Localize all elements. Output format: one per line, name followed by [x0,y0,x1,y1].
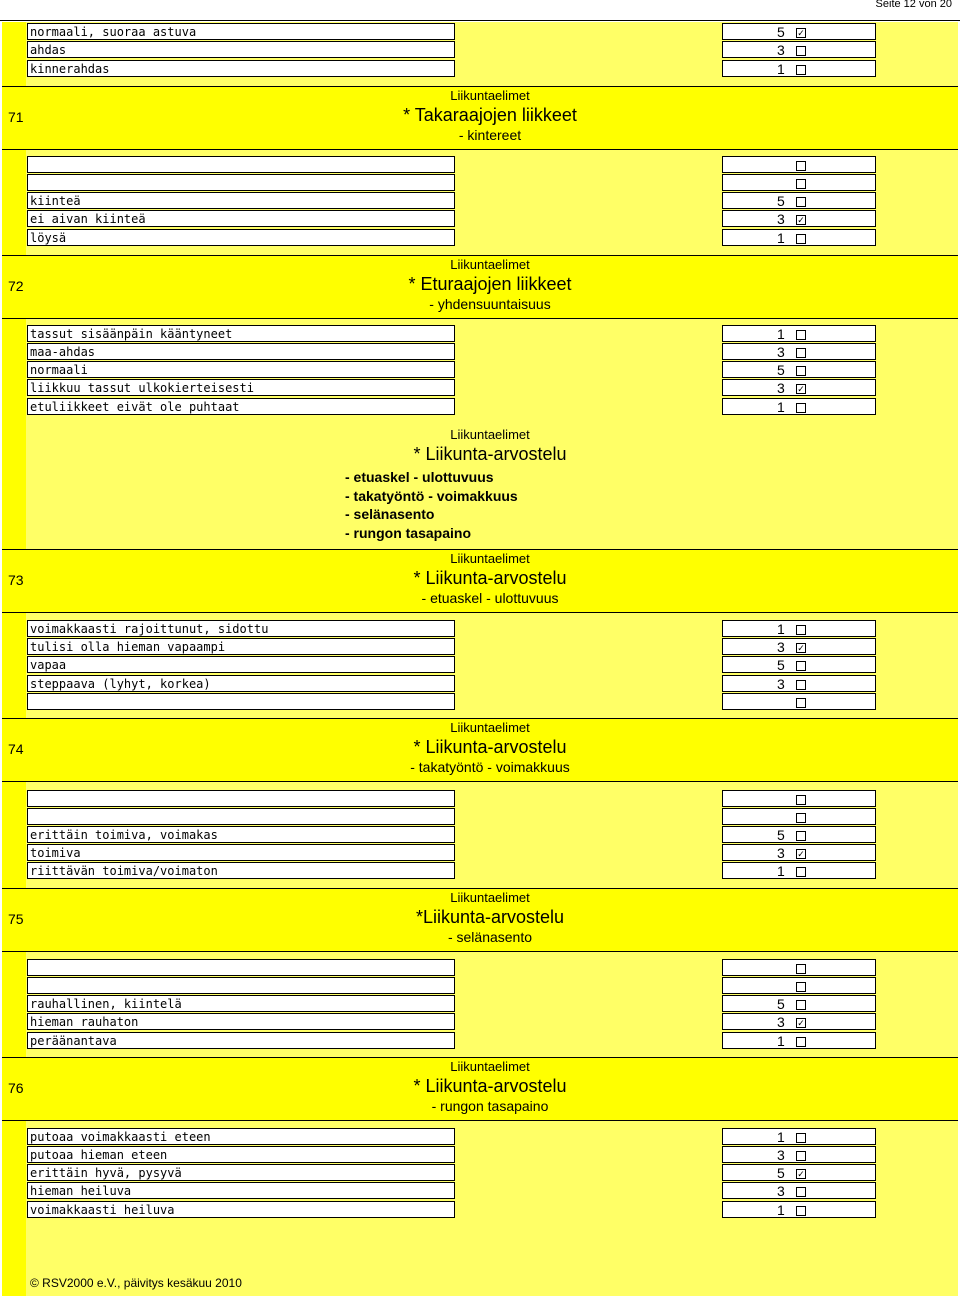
row-label: tassut sisäänpäin kääntyneet [27,325,455,342]
score-checkbox[interactable] [796,1206,806,1216]
score-value: 1 [777,1202,785,1218]
score-checkbox[interactable] [796,982,806,992]
row-score-cell [722,1146,876,1163]
row-score-cell [722,790,876,807]
score-value: 1 [777,230,785,246]
score-checkbox[interactable] [796,661,806,671]
score-checkbox[interactable]: ✓ [797,643,805,653]
section-subtitle: - selänasento [447,929,533,945]
row-label: etuliikkeet eivät ole puhtaat [27,398,455,415]
score-value: 5 [777,362,785,378]
score-value: 1 [777,326,785,342]
section-subtitle: - kintereet [458,127,522,143]
row-score-cell [722,844,876,861]
score-checkbox[interactable]: ✓ [797,1169,805,1179]
row-label: toimiva [27,844,455,861]
row-label [27,693,455,710]
row-label: kinnerahdas [27,60,455,77]
score-value: 3 [777,1014,785,1030]
row-label: peräänantava [27,1032,455,1049]
score-value: 3 [777,211,785,227]
section-title: *Liikunta-arvostelu [415,907,565,927]
row-label: voimakkaasti heiluva [27,1201,455,1218]
row-label: ahdas [27,41,455,58]
row-label: hieman rauhaton [27,1013,455,1030]
row-score-cell [722,1201,876,1218]
row-score-cell [722,693,876,710]
row-score-cell [722,977,876,994]
row-label [27,156,455,173]
category-label: Liikuntaelimet [450,427,530,442]
score-checkbox[interactable] [796,1037,806,1047]
score-checkbox[interactable] [796,348,806,358]
score-checkbox[interactable] [796,698,806,708]
overview-subitem: - takatyöntö - voimakkuus [345,487,518,504]
row-score-cell [722,23,876,40]
section-heading-71 [300,88,680,144]
row-label [27,790,455,807]
section-number: 71 [8,109,24,125]
row-score-cell [722,1013,876,1030]
section-number: 72 [8,278,24,294]
row-label [27,174,455,191]
category-label: Liikuntaelimet [450,890,530,905]
row-score-cell [722,1032,876,1049]
score-value: 3 [777,380,785,396]
score-value: 5 [777,1165,785,1181]
row-label: maa-ahdas [27,343,455,360]
score-value: 3 [777,639,785,655]
score-value: 1 [777,621,785,637]
row-score-cell [722,959,876,976]
row-score-cell [722,620,876,637]
score-checkbox[interactable] [796,1187,806,1197]
section-title: * Liikunta-arvostelu [413,737,567,757]
score-checkbox[interactable] [796,403,806,413]
section-number: 74 [8,741,24,757]
category-label: Liikuntaelimet [450,720,530,735]
score-checkbox[interactable]: ✓ [797,849,805,859]
category-label: Liikuntaelimet [450,551,530,566]
score-checkbox[interactable] [796,625,806,635]
row-score-cell [722,229,876,246]
row-label: vapaa [27,656,455,673]
score-value: 5 [777,827,785,843]
score-checkbox[interactable] [796,1133,806,1143]
score-value: 3 [777,1147,785,1163]
score-checkbox[interactable] [796,65,806,75]
score-checkbox[interactable] [796,46,806,56]
row-score-cell [722,995,876,1012]
score-value: 5 [777,657,785,673]
score-checkbox[interactable] [796,795,806,805]
row-label: löysä [27,229,455,246]
category-label: Liikuntaelimet [450,1059,530,1074]
row-score-cell [722,638,876,655]
section-title: * Liikunta-arvostelu [413,444,567,464]
row-score-cell [722,343,876,360]
row-label: liikkuu tassut ulkokierteisesti [27,379,455,396]
row-score-cell [722,379,876,396]
score-value: 5 [777,996,785,1012]
row-label [27,977,455,994]
score-value: 3 [777,676,785,692]
score-checkbox[interactable] [796,197,806,207]
row-label: erittäin hyvä, pysyvä [27,1164,455,1181]
score-checkbox[interactable] [796,366,806,376]
category-label: Liikuntaelimet [450,257,530,272]
row-label: kiinteä [27,192,455,209]
section-heading-75 [300,890,680,946]
footer-copyright: © RSV2000 e.V., päivitys kesäkuu 2010 [30,1276,242,1290]
row-score-cell [722,656,876,673]
score-checkbox[interactable]: ✓ [797,28,805,38]
score-checkbox[interactable] [796,964,806,974]
score-checkbox[interactable] [796,1151,806,1161]
score-value: 3 [777,344,785,360]
category-label: Liikuntaelimet [450,88,530,103]
row-score-cell [722,156,876,173]
row-label: tulisi olla hieman vapaampi [27,638,455,655]
score-checkbox[interactable] [796,831,806,841]
score-checkbox[interactable] [796,867,806,877]
score-checkbox[interactable]: ✓ [797,215,805,225]
row-score-cell [722,1182,876,1199]
overview-subitems [345,468,518,542]
section-title: * Eturaajojen liikkeet [408,274,572,294]
section-heading-73 [300,551,680,607]
score-checkbox[interactable] [796,1000,806,1010]
section-subtitle: - rungon tasapaino [431,1098,549,1114]
overview-subitem: - rungon tasapaino [345,524,471,541]
score-value: 3 [777,845,785,861]
row-score-cell [722,826,876,843]
section-heading-76 [300,1059,680,1115]
section-heading-overview [300,427,680,465]
section-title: * Liikunta-arvostelu [413,568,567,588]
score-checkbox[interactable] [796,179,806,189]
row-label: normaali, suoraa astuva [27,23,455,40]
score-checkbox[interactable]: ✓ [797,384,805,394]
row-score-cell [722,60,876,77]
row-score-cell [722,1128,876,1145]
section-title: * Takaraajojen liikkeet [403,105,577,125]
row-label: riittävän toimiva/voimaton [27,862,455,879]
page-number: Seite 12 von 20 [875,0,952,10]
section-number: 75 [8,911,24,927]
row-score-cell [722,174,876,191]
section-number: 76 [8,1080,24,1096]
section-title: * Liikunta-arvostelu [413,1076,567,1096]
row-score-cell [722,361,876,378]
section-subtitle: - takatyöntö - voimakkuus [410,759,570,775]
overview-subitem: - etuaskel - ulottuvuus [345,469,494,485]
score-value: 5 [777,24,785,40]
score-checkbox[interactable] [796,680,806,690]
row-score-cell [722,1164,876,1181]
row-score-cell [722,210,876,227]
row-score-cell [722,862,876,879]
row-label [27,808,455,825]
row-score-cell [722,398,876,415]
row-label: normaali [27,361,455,378]
score-checkbox[interactable] [796,330,806,340]
row-score-cell [722,808,876,825]
section-number: 73 [8,572,24,588]
score-value: 3 [777,1183,785,1199]
score-value: 1 [777,61,785,77]
row-score-cell [722,192,876,209]
row-label: ei aivan kiinteä [27,210,455,227]
section-heading-72 [300,257,680,313]
section-subtitle: - etuaskel - ulottuvuus [421,590,559,606]
row-label: voimakkaasti rajoittunut, sidottu [27,620,455,637]
score-value: 3 [777,42,785,58]
score-checkbox[interactable]: ✓ [797,1018,805,1028]
row-label: erittäin toimiva, voimakas [27,826,455,843]
section-heading-74 [300,720,680,776]
row-score-cell [722,675,876,692]
overview-subitem: - selänasento [345,506,435,522]
score-value: 1 [777,1129,785,1145]
score-value: 1 [777,863,785,879]
row-label: putoaa voimakkaasti eteen [27,1128,455,1145]
row-score-cell [722,325,876,342]
score-checkbox[interactable] [796,161,806,171]
score-value: 1 [777,399,785,415]
score-value: 5 [777,193,785,209]
row-score-cell [722,41,876,58]
score-checkbox[interactable] [796,813,806,823]
row-label: putoaa hieman eteen [27,1146,455,1163]
section-subtitle: - yhdensuuntaisuus [429,296,551,312]
row-label: rauhallinen, kiintelä [27,995,455,1012]
row-label: hieman heiluva [27,1182,455,1199]
score-value: 1 [777,1033,785,1049]
row-label [27,959,455,976]
row-label: steppaava (lyhyt, korkea) [27,675,455,692]
top-rule [0,20,960,21]
score-checkbox[interactable] [796,234,806,244]
